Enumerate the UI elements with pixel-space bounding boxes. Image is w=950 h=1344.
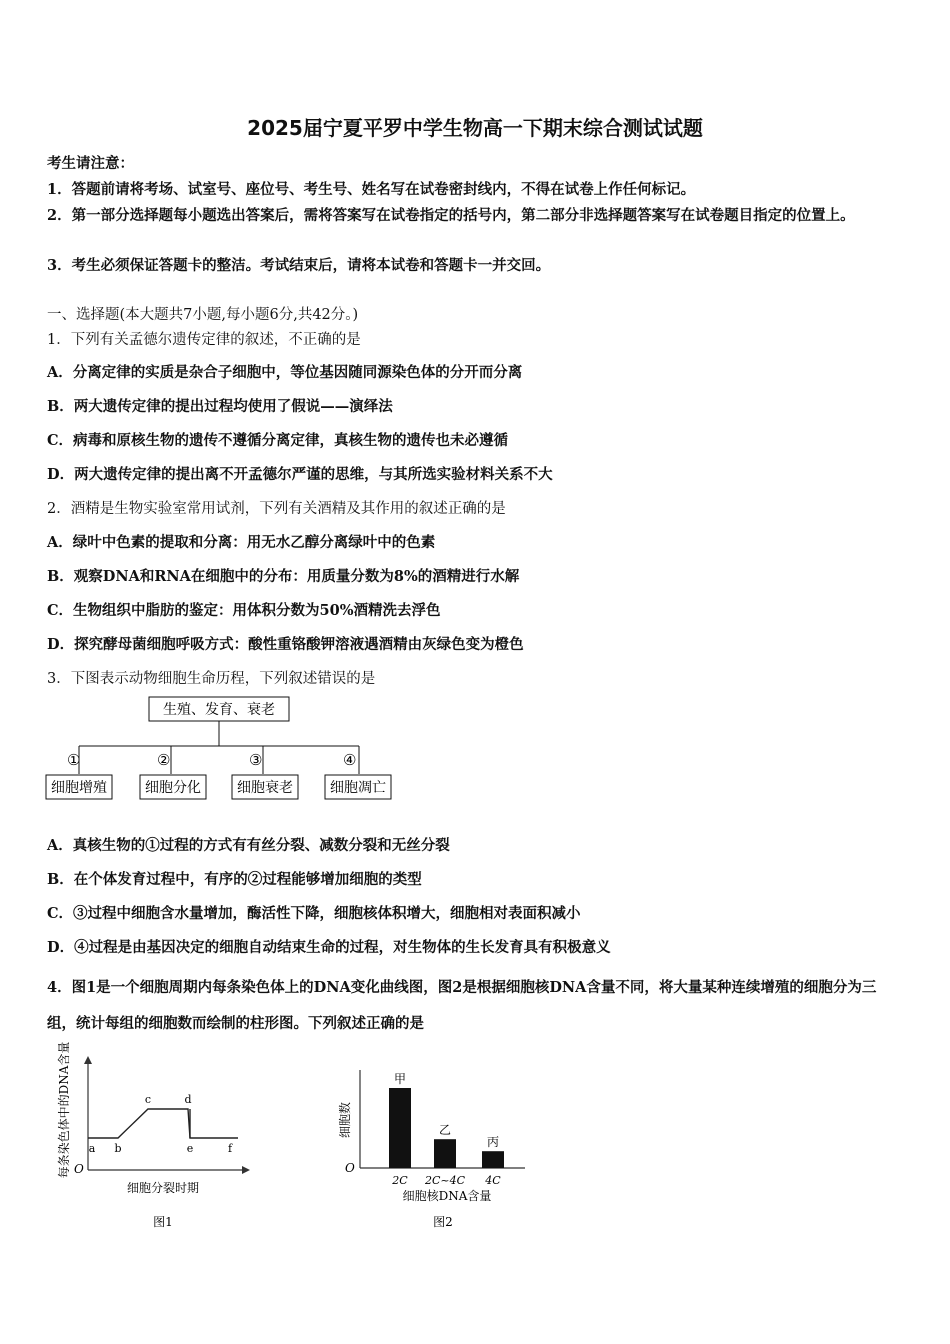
figure-2-bar-chart [335,1060,535,1240]
origin-label: O [345,1161,355,1175]
option-c: C．病毒和原核生物的遗传不遵循分离定律，真核生物的遗传也未必遵循 [47,432,509,449]
notice-item: 1．答题前请将考场、试室号、座位号、考生号、姓名写在试卷密封线内，不得在试卷上作任何标记。 [47,181,696,198]
question-stem: 2．酒精是生物实验室常用试剂，下列有关酒精及其作用的叙述正确的是 [47,501,506,517]
option-b: B．两大遗传定律的提出过程均使用了假说——演绎法 [47,398,393,415]
question-stem: 1．下列有关孟德尔遗传定律的叙述，不正确的是 [47,332,361,348]
question-stem: 4．图1是一个细胞周期内每条染色体上的DNA变化曲线图，图2是根据细胞核DNA含量不同，将大量某种连续增殖的细胞分为三组，统计每组的细胞数而绘制的柱形图。下列叙述正确的是 [47,979,877,1032]
option-b: B．在个体发育过程中，有序的②过程能够增加细胞的类型 [47,871,422,888]
option-c: C．③过程中细胞含水量增加，酶活性下降，细胞核体积增大，细胞相对表面积减小 [47,905,581,922]
point-label: a [88,1142,96,1155]
bar-label: 甲 [393,1072,407,1086]
option-a: A．分离定律的实质是杂合子细胞中，等位基因随同源染色体的分开而分离 [47,364,523,381]
figure-caption: 图1 [153,1215,173,1229]
option-a: A．真核生物的①过程的方式有有丝分裂、减数分裂和无丝分裂 [47,837,450,854]
dna-curve [88,1109,238,1138]
point-label: d [184,1093,192,1106]
diagram-top-label: 生殖、发育、衰老 [163,702,275,718]
y-axis-label: 每条染色体中的DNA含量 [57,1041,71,1179]
page-title: 2025届宁夏平罗中学生物高一下期末综合测试试题 [247,116,703,140]
category-label: 2C [392,1174,408,1187]
section-heading: 一、选择题(本大题共7小题,每小题6分,共42分。) [47,307,359,323]
point-label: f [227,1142,233,1155]
diagram-box: 细胞增殖 [51,780,107,796]
option-c: C．生物组织中脂肪的鉴定：用体积分数为50%酒精洗去浮色 [47,602,441,619]
origin-label: O [74,1162,84,1176]
question-stem: 3．下图表示动物细胞生命历程，下列叙述错误的是 [47,671,376,687]
diagram-num: ① [67,751,81,769]
x-axis-label: 细胞分裂时期 [126,1181,200,1195]
bar-label: 丙 [486,1135,500,1150]
diagram-num: ④ [343,751,357,769]
figure-1-line-chart [48,1040,258,1240]
notice-item: 3．考生必须保证答题卡的整洁。考试结束后，请将本试卷和答题卡一并交回。 [47,257,551,274]
option-a: A．绿叶中色素的提取和分离：用无水乙醇分离绿叶中的色素 [47,534,436,551]
option-d: D．两大遗传定律的提出离不开孟德尔严谨的思维，与其所选实验材料关系不大 [47,466,553,483]
bar [434,1139,456,1168]
point-label: c [144,1093,152,1106]
bar-label: 乙 [438,1123,452,1138]
point-label: e [186,1142,194,1155]
bar [482,1151,504,1168]
option-d: D．探究酵母菌细胞呼吸方式：酸性重铬酸钾溶液遇酒精由灰绿色变为橙色 [47,636,524,653]
notice-item: 2．第一部分选择题每小题选出答案后，需将答案写在试卷指定的括号内，第二部分非选择题答案写在试卷题目指定的位置上。 [47,207,855,224]
x-axis-label: 细胞核DNA含量 [402,1189,492,1203]
y-axis-label: 细胞数 [338,1101,352,1139]
option-d: D．④过程是由基因决定的细胞自动结束生命的过程，对生物体的生长发育具有积极意义 [47,939,611,956]
category-label: 2C~4C [424,1174,466,1187]
diagram-num: ② [157,751,171,769]
point-label: b [114,1142,122,1155]
diagram-box: 细胞凋亡 [330,780,386,796]
cell-life-diagram [45,692,405,807]
diagram-box: 细胞衰老 [237,780,293,796]
option-b: B．观察DNA和RNA在细胞中的分布：用质量分数为8%的酒精进行水解 [47,568,520,585]
bar [389,1088,411,1168]
category-label: 4C [485,1174,501,1187]
diagram-box: 细胞分化 [145,780,201,796]
figure-caption: 图2 [433,1215,453,1229]
diagram-num: ③ [249,751,263,769]
notice-heading: 考生请注意： [47,155,134,172]
